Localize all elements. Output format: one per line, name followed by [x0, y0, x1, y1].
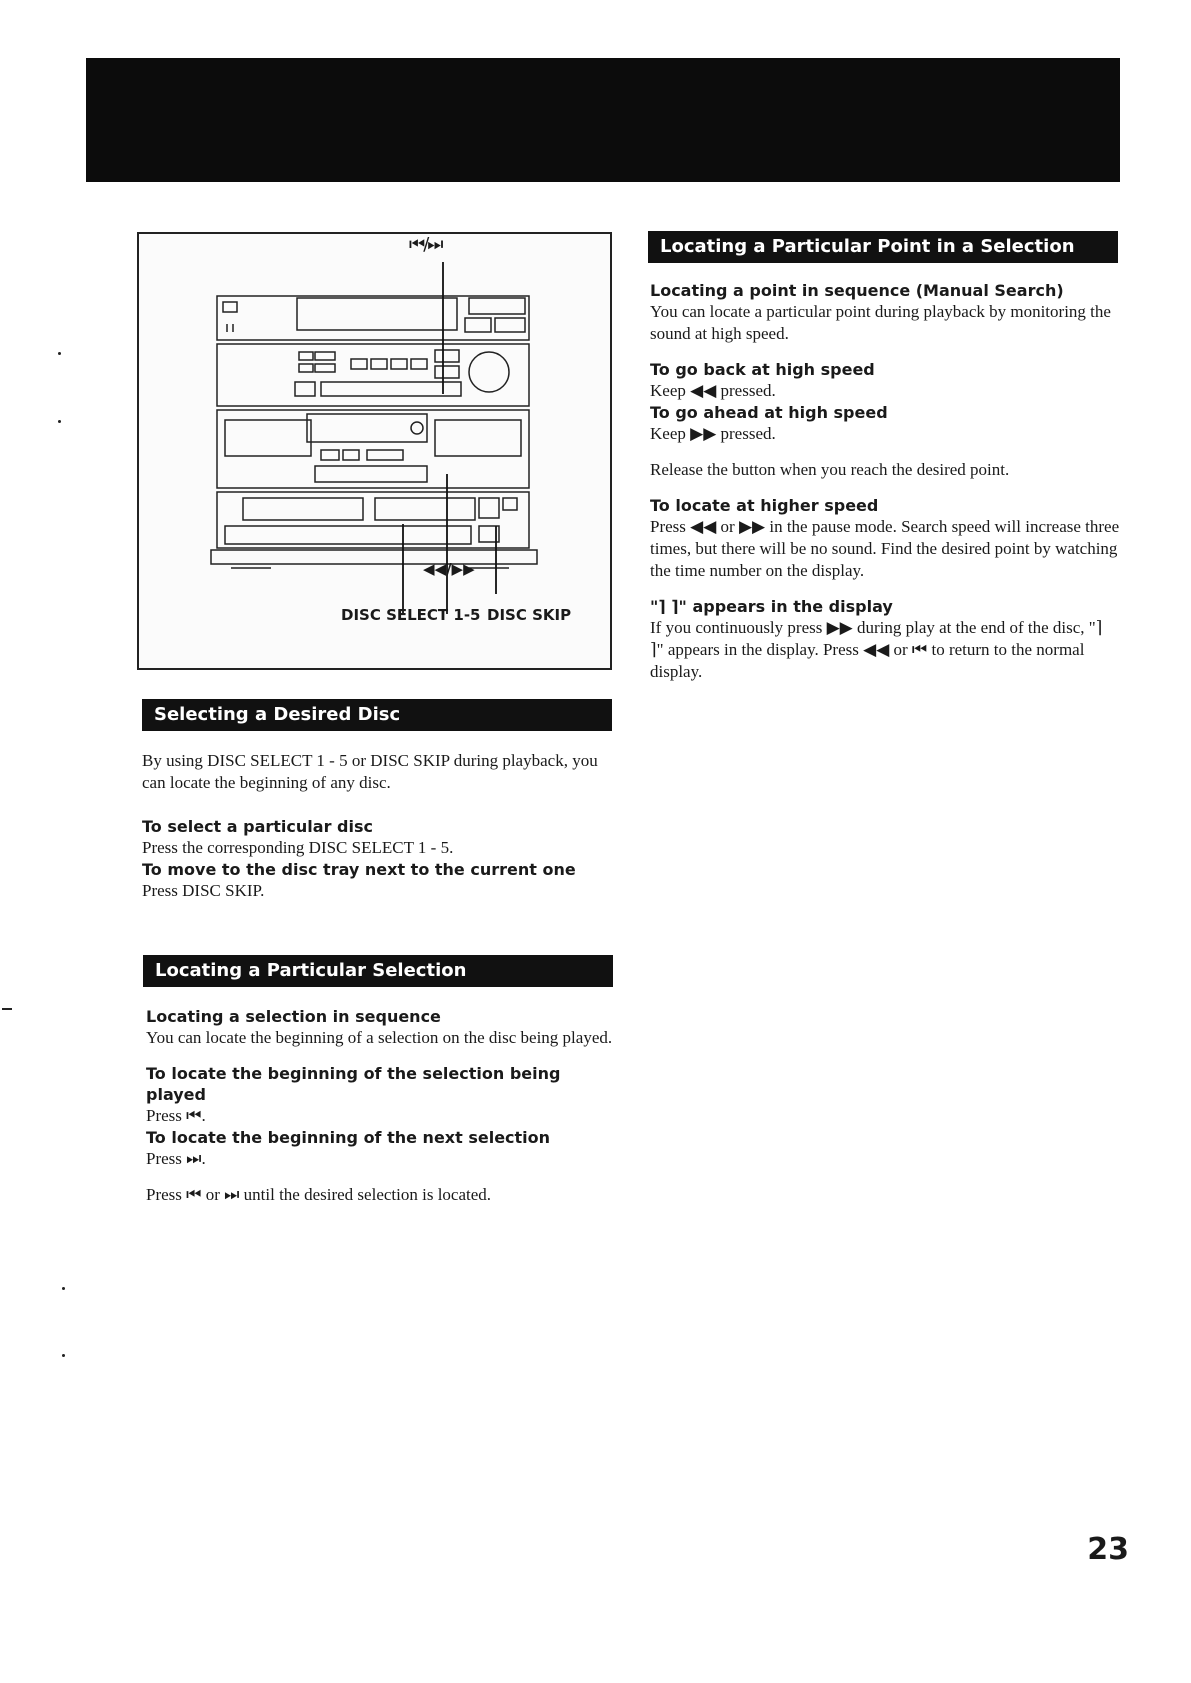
select-particular-disc-text: Press the corresponding DISC SELECT 1 - 5. [142, 838, 454, 857]
prev-next-label: ⏮/⏭ [409, 234, 442, 255]
section-header-selecting-disc: Selecting a Desired Disc [142, 699, 612, 731]
manual-search-text: You can locate a particular point during playback by monitoring the sound at high speed. [650, 302, 1111, 343]
locate-beginning-next-text: Press ⏭. [146, 1149, 206, 1168]
go-back-heading: To go back at high speed [650, 360, 875, 379]
higher-speed-text: Press ◀◀ or ▶▶ in the pause mode. Search speed will increase three times, but there will be no sound. Find the desired point by watching the time number on the display. [650, 517, 1120, 580]
move-disc-tray-heading: To move to the disc tray next to the current one [142, 860, 576, 879]
locate-beginning-current-heading: To locate the beginning of the selection being played [146, 1064, 561, 1104]
selection-in-sequence-text: You can locate the beginning of a selection on the disc being played. [146, 1028, 613, 1047]
selecting-disc-body [142, 750, 612, 902]
go-ahead-text: Keep ▶▶ pressed. [650, 424, 776, 443]
release-text: Release the button when you reach the desired point. [650, 460, 1010, 479]
display-symbol-text: If you continuously press ▶▶ during play at the end of the disc, "⌉ ⌉" appears in the display. Press ◀◀ or ⏮ to return to the normal display. [650, 618, 1103, 681]
stereo-diagram [137, 232, 612, 670]
scan-dash [2, 1008, 12, 1010]
locate-beginning-current-text: Press ⏮. [146, 1106, 206, 1125]
go-back-text: Keep ◀◀ pressed. [650, 381, 776, 400]
header-banner [86, 58, 1120, 182]
move-disc-tray-text: Press DISC SKIP. [142, 881, 265, 900]
selection-in-sequence-heading: Locating a selection in sequence [146, 1007, 441, 1026]
rew-ff-label: ◀◀/▶▶ [423, 560, 475, 578]
scan-dot [58, 420, 61, 423]
display-symbol-heading: "⌉ ⌉" appears in the display [650, 597, 893, 616]
section-header-particular-point: Locating a Particular Point in a Selection [648, 231, 1118, 263]
particular-selection-body [146, 1006, 616, 1206]
manual-search-heading: Locating a point in sequence (Manual Search) [650, 281, 1064, 300]
stereo-unit-illustration [139, 234, 610, 668]
page-number: 23 [1087, 1532, 1129, 1567]
go-ahead-heading: To go ahead at high speed [650, 403, 888, 422]
higher-speed-heading: To locate at higher speed [650, 496, 879, 515]
particular-point-body [650, 280, 1120, 683]
section-header-particular-selection: Locating a Particular Selection [143, 955, 613, 987]
scan-dot [62, 1287, 65, 1290]
select-particular-disc-heading: To select a particular disc [142, 817, 373, 836]
scan-dot [62, 1354, 65, 1357]
locate-selection-closing: Press ⏮ or ⏭ until the desired selection is located. [146, 1185, 492, 1204]
locate-beginning-next-heading: To locate the beginning of the next selection [146, 1128, 551, 1147]
scan-dot [58, 352, 61, 355]
disc-select-label: DISC SELECT 1-5 [341, 606, 481, 624]
disc-skip-label: DISC SKIP [487, 606, 572, 624]
selecting-disc-intro: By using DISC SELECT 1 - 5 or DISC SKIP during playback, you can locate the beginning of any disc. [142, 751, 598, 792]
